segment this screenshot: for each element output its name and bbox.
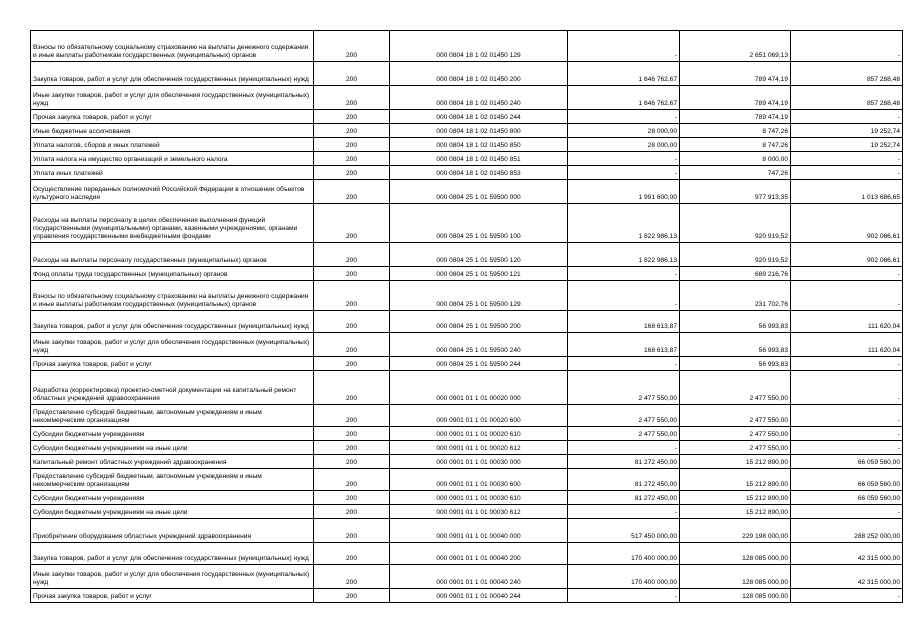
table-row [31, 267, 903, 281]
row-code-cell: 200 [314, 543, 390, 565]
row-classification-code-cell: 000 0804 25 1 01 59500 100 [390, 204, 568, 243]
row-name-cell: Субсидии бюджетным учреждениям [31, 491, 314, 505]
row-executed-amount-cell: 15 212 890,00 [680, 455, 791, 469]
row-code-cell: 200 [314, 455, 390, 469]
row-name-cell: Уплата налогов, сборов и иных платежей [31, 138, 314, 152]
row-approved-amount-cell: - [568, 505, 680, 519]
row-code-cell: 200 [314, 62, 390, 86]
row-name-cell: Фонд оплаты труда государственных (муниципальных) органов [31, 267, 314, 281]
row-approved-amount-cell: - [568, 267, 680, 281]
row-name-cell: Иные закупки товаров, работ и услуг для обеспечения государственных (муниципальных) нужд [31, 86, 314, 110]
row-executed-amount-cell: 789 474,19 [680, 62, 791, 86]
table-row [31, 86, 903, 110]
row-code-cell: 200 [314, 357, 390, 371]
row-unexecuted-amount-cell: 66 059 560,00 [791, 469, 903, 491]
row-name-cell: Субсидии бюджетным учреждениям на иные цели [31, 505, 314, 519]
row-approved-amount-cell: - [568, 31, 680, 62]
row-approved-amount-cell: 2 477 550,00 [568, 405, 680, 427]
row-approved-amount-cell: 2 477 550,00 [568, 427, 680, 441]
row-approved-amount-cell: 81 272 450,00 [568, 469, 680, 491]
row-approved-amount-cell: - [568, 589, 680, 603]
row-approved-amount-cell: 28 000,00 [568, 138, 680, 152]
row-name-cell: Капитальный ремонт областных учреждений здравоохранения [31, 455, 314, 469]
row-executed-amount-cell: 231 702,76 [680, 281, 791, 311]
budget-table-body [31, 31, 903, 603]
row-approved-amount-cell: - [568, 441, 680, 455]
table-row [31, 62, 903, 86]
row-unexecuted-amount-cell: - [791, 405, 903, 427]
row-code-cell: 200 [314, 405, 390, 427]
row-approved-amount-cell: - [568, 166, 680, 180]
row-executed-amount-cell: 15 212 890,00 [680, 469, 791, 491]
row-code-cell: 200 [314, 281, 390, 311]
row-executed-amount-cell: 15 212 890,00 [680, 505, 791, 519]
row-executed-amount-cell: 56 993,83 [680, 333, 791, 357]
row-executed-amount-cell: 2 477 550,00 [680, 371, 791, 405]
row-executed-amount-cell: 56 993,83 [680, 357, 791, 371]
row-executed-amount-cell: 920 919,52 [680, 243, 791, 267]
row-code-cell: 200 [314, 204, 390, 243]
row-executed-amount-cell: 789 474,19 [680, 110, 791, 124]
table-row [31, 110, 903, 124]
row-classification-code-cell: 000 0901 01 1 01 00030 612 [390, 505, 568, 519]
row-code-cell: 200 [314, 166, 390, 180]
row-code-cell: 200 [314, 311, 390, 333]
table-row [31, 243, 903, 267]
row-classification-code-cell: 000 0804 18 1 02 01450 850 [390, 138, 568, 152]
row-name-cell: Уплата иных платежей [31, 166, 314, 180]
row-unexecuted-amount-cell: 857 288,48 [791, 62, 903, 86]
row-code-cell: 200 [314, 152, 390, 166]
row-approved-amount-cell: - [568, 152, 680, 166]
row-classification-code-cell: 000 0901 01 1 01 00030 610 [390, 491, 568, 505]
budget-table [30, 30, 903, 603]
row-approved-amount-cell: 81 272 450,00 [568, 455, 680, 469]
row-approved-amount-cell: 1 822 986,13 [568, 243, 680, 267]
row-unexecuted-amount-cell: 111 620,04 [791, 311, 903, 333]
row-classification-code-cell: 000 0804 18 1 02 01450 853 [390, 166, 568, 180]
row-approved-amount-cell: 1 646 762,67 [568, 86, 680, 110]
table-row [31, 311, 903, 333]
row-unexecuted-amount-cell: - [791, 357, 903, 371]
row-classification-code-cell: 000 0901 01 1 01 00020 600 [390, 405, 568, 427]
row-name-cell: Прочая закупка товаров, работ и услуг [31, 110, 314, 124]
table-row [31, 357, 903, 371]
row-code-cell: 200 [314, 469, 390, 491]
table-row [31, 180, 903, 204]
row-name-cell: Предоставление субсидий бюджетным, автономным учреждениям и иным некоммерческим организациям [31, 469, 314, 491]
row-approved-amount-cell: 2 477 550,00 [568, 371, 680, 405]
row-classification-code-cell: 000 0901 01 1 01 00030 600 [390, 469, 568, 491]
row-executed-amount-cell: 920 919,52 [680, 204, 791, 243]
row-code-cell: 200 [314, 371, 390, 405]
row-unexecuted-amount-cell: 288 252 000,00 [791, 519, 903, 543]
row-executed-amount-cell: 747,26 [680, 166, 791, 180]
row-approved-amount-cell: 1 822 986,13 [568, 204, 680, 243]
row-name-cell: Уплата налога на имущество организаций и земельного налога [31, 152, 314, 166]
row-code-cell: 200 [314, 333, 390, 357]
row-unexecuted-amount-cell: 902 066,61 [791, 243, 903, 267]
row-classification-code-cell: 000 0804 18 1 02 01450 129 [390, 31, 568, 62]
row-name-cell: Закупка товаров, работ и услуг для обеспечения государственных (муниципальных) нужд [31, 311, 314, 333]
row-approved-amount-cell: - [568, 357, 680, 371]
row-unexecuted-amount-cell: - [791, 589, 903, 603]
row-name-cell: Иные бюджетные ассигнования [31, 124, 314, 138]
row-unexecuted-amount-cell: - [791, 267, 903, 281]
row-unexecuted-amount-cell: 111 620,04 [791, 333, 903, 357]
row-code-cell: 200 [314, 243, 390, 267]
row-executed-amount-cell: 2 477 550,00 [680, 405, 791, 427]
row-code-cell: 200 [314, 519, 390, 543]
row-classification-code-cell: 000 0804 18 1 02 01450 240 [390, 86, 568, 110]
row-code-cell: 200 [314, 565, 390, 589]
row-code-cell: 200 [314, 180, 390, 204]
row-approved-amount-cell: 1 991 600,00 [568, 180, 680, 204]
row-name-cell: Взносы по обязательному социальному страхованию на выплаты денежного содержания и иные выплаты работникам государственных (муниципальных) органов [31, 31, 314, 62]
row-executed-amount-cell: 689 216,76 [680, 267, 791, 281]
row-name-cell: Прочая закупка товаров, работ и услуг [31, 589, 314, 603]
row-executed-amount-cell: 977 913,35 [680, 180, 791, 204]
row-classification-code-cell: 000 0901 01 1 01 00020 000 [390, 371, 568, 405]
row-code-cell: 200 [314, 138, 390, 152]
row-name-cell: Предоставление субсидий бюджетным, автономным учреждениям и иным некоммерческим организациям [31, 405, 314, 427]
row-classification-code-cell: 000 0901 01 1 01 00020 610 [390, 427, 568, 441]
row-classification-code-cell: 000 0804 18 1 02 01450 200 [390, 62, 568, 86]
row-classification-code-cell: 000 0804 18 1 02 01450 244 [390, 110, 568, 124]
row-approved-amount-cell: 28 000,00 [568, 124, 680, 138]
row-code-cell: 200 [314, 505, 390, 519]
row-approved-amount-cell: 170 400 000,00 [568, 543, 680, 565]
row-unexecuted-amount-cell: - [791, 166, 903, 180]
row-approved-amount-cell: 168 613,87 [568, 311, 680, 333]
row-code-cell: 200 [314, 427, 390, 441]
row-executed-amount-cell: 128 085 000,00 [680, 543, 791, 565]
row-executed-amount-cell: 2 477 550,00 [680, 441, 791, 455]
row-classification-code-cell: 000 0804 25 1 01 59500 120 [390, 243, 568, 267]
row-unexecuted-amount-cell: 66 059 560,00 [791, 455, 903, 469]
row-classification-code-cell: 000 0901 01 1 01 00040 244 [390, 589, 568, 603]
row-unexecuted-amount-cell: - [791, 281, 903, 311]
row-code-cell: 200 [314, 110, 390, 124]
row-unexecuted-amount-cell: 42 315 000,00 [791, 565, 903, 589]
row-name-cell: Приобретение оборудования областных учреждений здравоохранения [31, 519, 314, 543]
row-executed-amount-cell: 56 993,83 [680, 311, 791, 333]
table-row [31, 204, 903, 243]
row-unexecuted-amount-cell: - [791, 371, 903, 405]
row-unexecuted-amount-cell: 19 252,74 [791, 124, 903, 138]
row-executed-amount-cell: 15 212 890,00 [680, 491, 791, 505]
table-row [31, 371, 903, 405]
row-unexecuted-amount-cell: 857 288,48 [791, 86, 903, 110]
row-classification-code-cell: 000 0901 01 1 01 00040 240 [390, 565, 568, 589]
table-row [31, 441, 903, 455]
row-name-cell: Расходы на выплаты персоналу в целях обеспечения выполнения функций государственными (муниципальными) органами, казенными учреждениями, органами управления государственными внебюджетными фондами [31, 204, 314, 243]
row-unexecuted-amount-cell: - [791, 441, 903, 455]
row-classification-code-cell: 000 0804 25 1 01 59500 240 [390, 333, 568, 357]
row-classification-code-cell: 000 0804 25 1 01 59500 200 [390, 311, 568, 333]
row-classification-code-cell: 000 0804 25 1 01 59500 129 [390, 281, 568, 311]
row-unexecuted-amount-cell: 1 013 686,65 [791, 180, 903, 204]
row-classification-code-cell: 000 0901 01 1 01 00040 200 [390, 543, 568, 565]
row-classification-code-cell: 000 0901 01 1 01 00020 612 [390, 441, 568, 455]
row-unexecuted-amount-cell: 19 252,74 [791, 138, 903, 152]
row-name-cell: Закупка товаров, работ и услуг для обеспечения государственных (муниципальных) нужд [31, 543, 314, 565]
row-classification-code-cell: 000 0804 25 1 01 59500 000 [390, 180, 568, 204]
row-executed-amount-cell: 8 747,26 [680, 124, 791, 138]
row-code-cell: 200 [314, 86, 390, 110]
row-code-cell: 200 [314, 441, 390, 455]
row-classification-code-cell: 000 0804 25 1 01 59500 121 [390, 267, 568, 281]
row-classification-code-cell: 000 0804 18 1 02 01450 800 [390, 124, 568, 138]
table-row [31, 405, 903, 427]
row-approved-amount-cell: - [568, 110, 680, 124]
row-executed-amount-cell: 789 474,19 [680, 86, 791, 110]
table-row [31, 124, 903, 138]
row-executed-amount-cell: 128 085 000,00 [680, 565, 791, 589]
row-unexecuted-amount-cell: 902 066,61 [791, 204, 903, 243]
row-approved-amount-cell: 170 400 000,00 [568, 565, 680, 589]
row-name-cell: Закупка товаров, работ и услуг для обеспечения государственных (муниципальных) нужд [31, 62, 314, 86]
row-classification-code-cell: 000 0804 18 1 02 01450 851 [390, 152, 568, 166]
row-name-cell: Иные закупки товаров, работ и услуг для обеспечения государственных (муниципальных) нужд [31, 333, 314, 357]
row-name-cell: Расходы на выплаты персоналу государственных (муниципальных) органов [31, 243, 314, 267]
row-approved-amount-cell: 1 646 762,67 [568, 62, 680, 86]
table-row [31, 543, 903, 565]
row-executed-amount-cell: 2 651 069,13 [680, 31, 791, 62]
row-code-cell: 200 [314, 31, 390, 62]
row-name-cell: Разработка (корректировка) проектно-сметной документации на капитальный ремонт областных учреждений здравоохранения [31, 371, 314, 405]
row-name-cell: Прочая закупка товаров, работ и услуг [31, 357, 314, 371]
table-row [31, 505, 903, 519]
table-row [31, 333, 903, 357]
row-unexecuted-amount-cell: - [791, 110, 903, 124]
row-unexecuted-amount-cell: - [791, 31, 903, 62]
table-row [31, 138, 903, 152]
row-approved-amount-cell: - [568, 281, 680, 311]
table-row [31, 491, 903, 505]
table-row [31, 589, 903, 603]
table-row [31, 31, 903, 62]
row-approved-amount-cell: 168 613,87 [568, 333, 680, 357]
row-approved-amount-cell: 517 450 000,00 [568, 519, 680, 543]
row-executed-amount-cell: 8 000,00 [680, 152, 791, 166]
row-unexecuted-amount-cell: - [791, 505, 903, 519]
row-classification-code-cell: 000 0804 25 1 01 59500 244 [390, 357, 568, 371]
table-row [31, 455, 903, 469]
row-name-cell: Субсидии бюджетным учреждениям [31, 427, 314, 441]
row-unexecuted-amount-cell: - [791, 427, 903, 441]
row-classification-code-cell: 000 0901 01 1 01 00030 000 [390, 455, 568, 469]
row-code-cell: 200 [314, 124, 390, 138]
row-name-cell: Субсидии бюджетным учреждениям на иные цели [31, 441, 314, 455]
row-name-cell: Иные закупки товаров, работ и услуг для обеспечения государственных (муниципальных) нужд [31, 565, 314, 589]
table-row [31, 469, 903, 491]
row-code-cell: 200 [314, 491, 390, 505]
row-executed-amount-cell: 2 477 550,00 [680, 427, 791, 441]
table-row [31, 152, 903, 166]
row-name-cell: Взносы по обязательному социальному страхованию на выплаты денежного содержания и иные выплаты работникам государственных (муниципальных) органов [31, 281, 314, 311]
row-code-cell: 200 [314, 589, 390, 603]
row-unexecuted-amount-cell: 66 059 560,00 [791, 491, 903, 505]
table-row [31, 519, 903, 543]
row-unexecuted-amount-cell: - [791, 152, 903, 166]
table-row [31, 565, 903, 589]
row-classification-code-cell: 000 0901 01 1 01 00040 000 [390, 519, 568, 543]
table-row [31, 281, 903, 311]
row-executed-amount-cell: 8 747,26 [680, 138, 791, 152]
table-row [31, 427, 903, 441]
row-code-cell: 200 [314, 267, 390, 281]
table-row [31, 166, 903, 180]
row-executed-amount-cell: 229 198 000,00 [680, 519, 791, 543]
row-name-cell: Осуществление переданных полномочий Российской Федерации в отношении объектов культурного наследия [31, 180, 314, 204]
row-unexecuted-amount-cell: 42 315 000,00 [791, 543, 903, 565]
row-approved-amount-cell: 81 272 450,00 [568, 491, 680, 505]
row-executed-amount-cell: 128 085 000,00 [680, 589, 791, 603]
